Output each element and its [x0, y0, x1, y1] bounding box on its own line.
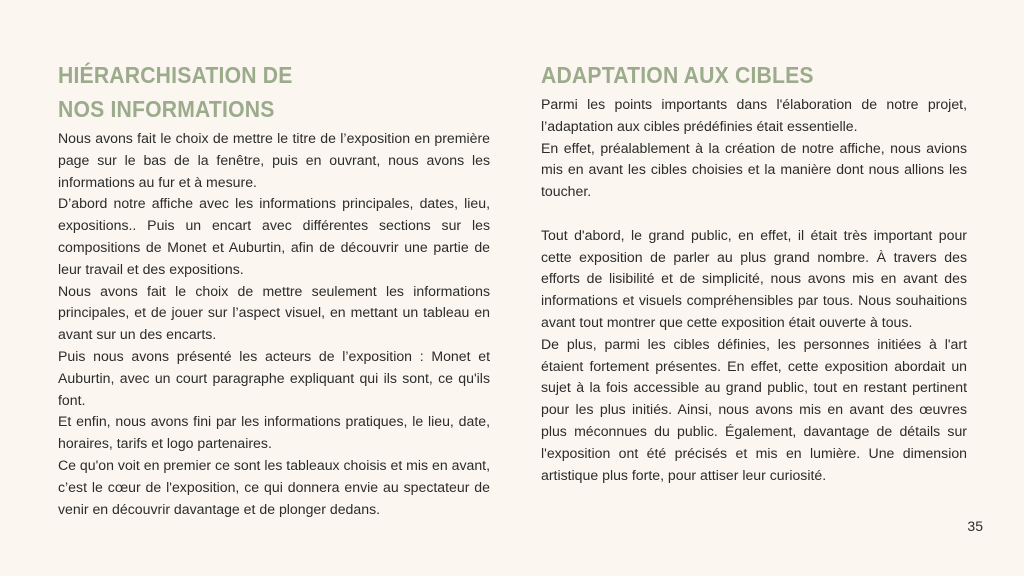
paragraph: Puis nous avons présenté les acteurs de l’exposition : Monet et Auburtin, avec un court paragraphe expliquant qui ils sont, ce qu'ils font.	[58, 347, 490, 408]
paragraph: Et enfin, nous avons fini par les informations pratiques, le lieu, date, horaires, tarifs et logo partenaires.	[58, 413, 490, 452]
left-column	[58, 58, 490, 520]
right-column	[541, 58, 967, 486]
paragraph: D’abord notre affiche avec les informations principales, dates, lieu, expositions.. Puis un encart avec différentes sections sur les compositions de Monet et Auburtin, afin de découvrir une partie de leur travail et des expositions.	[58, 195, 490, 277]
right-body	[541, 94, 967, 486]
paragraph: Nous avons fait le choix de mettre le titre de l’exposition en première page sur le bas de la fenêtre, puis en ouvrant, nous avons les informations au fur et à mesure.	[58, 130, 490, 190]
section-title-hierarchy: HIÉRARCHISATION DE NOS INFORMATIONS	[58, 62, 293, 122]
paragraph: Ce qu'on voit en premier ce sont les tableaux choisis et mis en avant, c’est le cœur de l'exposition, ce qui donnera envie au spectateur de venir en découvrir davantage et de plonger dedans.	[58, 456, 490, 517]
paragraph: Tout d'abord, le grand public, en effet, il était très important pour cette exposition de parler au plus grand nombre. À travers des efforts de lisibilité et de simplicité, nous avons mis en avant des informations et visuels compréhensibles par tous. Nous souhaitions avant tout montrer que cette exposition était ouverte à tous.	[541, 226, 967, 330]
paragraph: Parmi les points importants dans l'élaboration de notre projet, l’adaptation aux cibles prédéfinies était essentielle.	[541, 96, 967, 134]
left-body	[58, 128, 490, 520]
section-title-targets: ADAPTATION AUX CIBLES	[541, 62, 814, 88]
paragraph-spacer	[541, 203, 967, 225]
page-number: 35	[967, 518, 983, 534]
paragraph: De plus, parmi les cibles définies, les personnes initiées à l'art étaient fortement présentes. En effet, cette exposition abordait un sujet à la fois accessible au grand public, tout en restant pertinent pour les plus initiés. Ainsi, nous avons mis en avant des œuvres plus méconnues du public. Également, davantage de détails sur l'exposition ont été précisés et mis en lumière. Une dimension artistique plus forte, pour attiser leur curiosité.	[541, 335, 967, 483]
paragraph: En effet, préalablement à la création de notre affiche, nous avions mis en avant les cibles choisies et la manière dont nous allions les toucher.	[541, 139, 967, 200]
paragraph: Nous avons fait le choix de mettre seulement les informations principales, et de jouer sur l’aspect visuel, en mettant un tableau en avant sur un des encarts.	[58, 282, 490, 343]
